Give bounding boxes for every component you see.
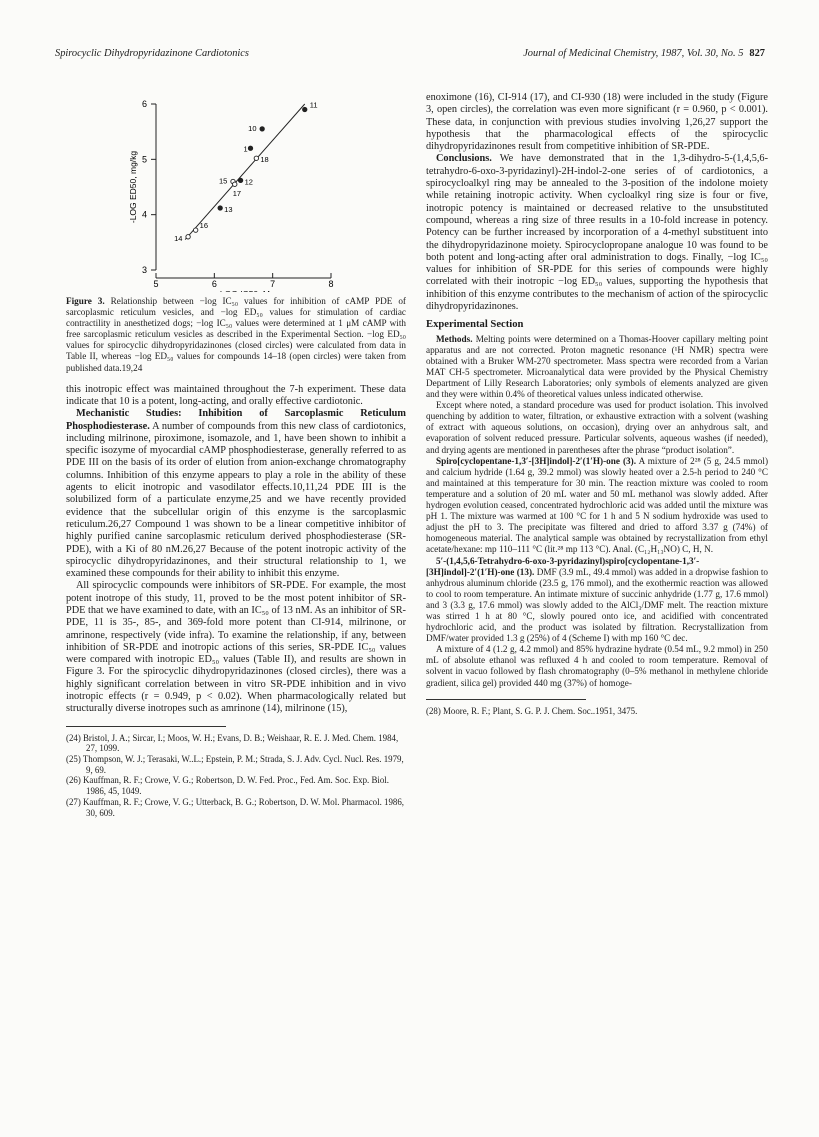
point-label: 1 bbox=[243, 144, 248, 154]
y-tick-label: 4 bbox=[141, 209, 147, 220]
reference-item: (28) Moore, R. F.; Plant, S. G. P. J. Chem. Soc..1951, 3475. bbox=[426, 705, 638, 716]
figure-caption-text: Relationship between −log IC₅₀ values for inhibition of cAMP PDE of sarcoplasmic reticulum vesicles, and −log ED₅₀ values for stimulation of cardiac contractility in anesthetized dogs; −log IC₅₀ values were determined at 1 μM cAMP with free sarcoplasmic reticulum vesicles as described in the Experimental Section. −log ED₅₀ values for spirocyclic dihydropyridazinones (closed circles) were calculated from data in Table II, whereas −log ED₅₀ values for compounds 14–18 (open circles) were taken from published data.19,24 bbox=[66, 296, 406, 373]
paragraph: Except where noted, a standard procedure was used for product isolation. This involved quenching by addition to water, filtration, or exhaustive extraction with a solvent (washing of extract with aqueous solutions, on occasion), drying over an anhydrous salt, and evaporation of solvent reduced pressure. Particular solvents, aqueous washes (if needed), and drying agents are mentioned in parentheses after the phrase “product isolation”. bbox=[426, 400, 768, 455]
footnote-divider bbox=[426, 699, 586, 700]
paragraph-text: Melting points were determined on a Thomas-Hoover capillary melting point apparatus and are not corrected. Proton magnetic resonance (¹H NMR) spectra were obtained with a Bruker WM-270 spectrometer. Mass spectra were recorded from a Varian MAT CH-5 spectrometer. Microanalytical data were provided by the Physical Chemistry Department of Lilly Research Laboratories; only symbols of elements analyzed are given and they were within 0.4% of theoretical values unless indicated otherwise. bbox=[426, 333, 769, 400]
running-header-left: Spirocyclic Dihydropyridazinone Cardiotonics bbox=[55, 48, 249, 59]
section-heading: Mechanistic Studies: Inhibition of Sarcoplasmic Reticulum Phosphodiesterase. bbox=[66, 408, 406, 432]
x-tick-label: 8 bbox=[328, 279, 334, 289]
journal-citation: Journal of Medicinal Chemistry, 1987, Vol. 30, No. 5 bbox=[523, 48, 744, 59]
paragraph-text: A number of compounds from this new class of cardiotonics, including milrinone, piroximone, isomazole, and 1, have been shown to inhibit a specific isozyme of myocardial cAMP phosphodiesterase, generally referred to as PDE III on the basis of its order of elution from anion-exchange chromatography columns. Inhibition of this enzyme appears to play a role in the ability of these agents to elicit inotropic and vasodilator effects.10,11,24 PDE III is the solubilized form of a particulate enzyme,25 and we have recently provided evidence that the subcellular origin of this enzyme is the sarcoplasmic reticulum.26,27 Compound 1 was shown to be a linear competitive inhibitor of highly purified canine sarcoplasmic reticulum derived phosphodiesterase (SR-PDE), with a Ki of 80 nM.26,27 Because of the potent inotropic activity of the spirocyclic dihydropyridazinones, and their structural relationship to 1, we examined these compounds for their ability to inhibit this enzyme. bbox=[66, 420, 406, 580]
section-heading: Conclusions. bbox=[436, 153, 492, 165]
figure-3-chart bbox=[66, 92, 406, 292]
paragraph bbox=[426, 153, 768, 313]
data-point bbox=[248, 146, 252, 150]
point-label: 18 bbox=[260, 155, 269, 165]
x-axis-label bbox=[217, 289, 270, 292]
x-tick-label: 7 bbox=[270, 279, 276, 289]
paragraph-text: We have demonstrated that in the 1,3-dihydro-5-(1,4,5,6-tetrahydro-6-oxo-3-pyridazinyl)-2H-indol-2-one series of of cardiotonics, a spirocycloalkyl ring may be annealed to the 3-position of the indolone moiety while retaining inotropic activity. When cycloalkyl ring size is four or five, inotropic potency is maintained or decreased relative to the unsubstituted compound, whereas a ring size of three results in a 10-fold increase in potency. Potency can be further increased by incorporation of a 4-methyl substituent into the dihydropyridazinone moiety. Spirocyclopropane analogue 10 was found to be both potent and long-acting after oral administration to dogs. Finally, −log IC₅₀ values for inhibition of SR-PDE for this series of compounds were highly correlated with their inotropic −log ED₅₀ values, supporting the hypothesis that inhibition of this enzyme contributes to the mechanism of action of the spirocyclic dihydropyridazinones. bbox=[426, 153, 768, 313]
x-tick-label: 6 bbox=[211, 279, 217, 289]
y-tick-label: 3 bbox=[141, 265, 147, 275]
y-tick-label: 5 bbox=[141, 154, 147, 165]
data-point bbox=[218, 206, 222, 210]
x-tick-label: 5 bbox=[153, 279, 159, 289]
paragraph-text: DMF (3.9 mL, 49.4 mmol) was added in a dropwise fashion to anhydrous aluminum chloride (23.5 g, 176 mmol), and the exothermic reaction was allowed to cool to room temperature. An intimate mixture of succinic anhydride (1.77 g, 17.6 mmol) and 3 (3.3 g, 17.6 mmol) was slowly added to the AlCl₃/DMF melt. The reaction mixture was stirred 1 h at 80 °C, slowly poured onto ice, and acidified with concentrated hydrochloric acid, and the product was isolated by filtration. Recrystallization from DMF/water provided 1.3 g (25%) of 4 (Scheme I) with mp 160 °C dec. bbox=[426, 566, 769, 644]
y-axis-label: -LOG ED50, mg/kg bbox=[128, 150, 138, 224]
references bbox=[66, 733, 406, 819]
point-label: 16 bbox=[199, 221, 209, 231]
figure-label: Figure 3. bbox=[66, 296, 105, 306]
point-label: 12 bbox=[244, 177, 253, 187]
compound-heading: Spiro[cyclopentane-1,3′-[3H]indol]-2′(1′H)-one (3). bbox=[436, 455, 636, 466]
compound-heading: 5′-(1,4,5,6-Tetrahydro-6-oxo-3-pyridazinyl)spiro[cyclopentane-1,3′-[3H]indol]-2′(1′H)-one (13). bbox=[426, 555, 700, 577]
point-label: 15 bbox=[219, 176, 228, 186]
paragraph bbox=[66, 408, 406, 580]
section-heading: Methods. bbox=[436, 333, 473, 344]
paragraph: A mixture of 4 (1.2 g, 4.2 mmol) and 85% hydrazine hydrate (0.54 mL, 9.2 mmol) in 250 mL of absolute ethanol was refluxed 4 h and cooled to room temperature. Removal of solvent in vacuo followed by flash chromatography (0–5% methanol in methylene chloride gradient, silica gel) provided 440 mg (37%) of homoge- bbox=[426, 644, 768, 688]
paragraph bbox=[426, 334, 768, 401]
paragraph-text: A mixture of 2²⁸ (5 g, 24.5 mmol) and calcium hydride (1.64 g, 39.2 mmol) was slowly heated over a 2.5-h period to 240 °C and maintained at this temperature for 30 min. The reaction mixture was cooled to room temperature and a solution of 20 mL water and 50 mL methanol was slowly added. After hydrogen evolution ceased, concentrated hydrochloric acid was added until the mixture was pH 1. The mixture was warmed at 100 °C for 1 h and 5 N sodium hydroxide was used to adjust the pH to 3. The precipitate was filtered and dried to afford 3.37 g (74%) of homogeneous material. The analytical sample was obtained by recrystallization from ethyl acetate/hexane: mp 110–111 °C (lit.²⁸ mp 113 °C). Anal. (C₁₂H₁₃NO) C, H, N. bbox=[426, 455, 769, 555]
point-label: 14 bbox=[174, 233, 183, 243]
data-point bbox=[186, 235, 190, 239]
paragraph bbox=[426, 556, 768, 645]
data-point bbox=[260, 127, 264, 131]
paragraph: All spirocyclic compounds were inhibitors of SR-PDE. For example, the most potent inotrope of this study, 11, proved to be the most potent inhibitor of SR-PDE that we have examined to date, with an IC₅₀ of 13 nM. As an inhibitor of SR-PDE, 11 is 35-, 85-, and 369-fold more potent than CI-914, milrinone, or amrinone, respectively (vide infra). To examine the relationship, if any, between inhibition of SR-PDE and inotropic actions of this series, SR-PDE IC₅₀ values were compared with inotropic ED₅₀ values (Table II), and results are shown in Figure 3. For the spirocyclic dihydropyridazinones (closed circles), there was a highly significant correlation between in vitro SR-PDE inhibition and in vivo inotropic effects (r = 0.949, p < 0.02). When pharmacologically related but structurally diverse inotropes such as amrinone (14), milrinone (15), bbox=[66, 580, 406, 715]
data-point bbox=[254, 156, 258, 160]
right-column bbox=[426, 92, 768, 716]
reference-item: (24) Bristol, J. A.; Sircar, I.; Moos, W. H.; Evans, D. B.; Weishaar, R. E. J. Med. Chem. 1984, 27, 1099. bbox=[66, 732, 399, 754]
y-tick-label: 6 bbox=[141, 99, 147, 109]
figure-caption bbox=[66, 296, 406, 374]
running-header-right bbox=[523, 48, 765, 59]
page-number: 827 bbox=[749, 48, 765, 59]
data-point bbox=[303, 107, 307, 111]
paragraph: this inotropic effect was maintained throughout the 7-h experiment. These data indicate that 10 is a potent, long-acting, and orally effective cardiotonic. bbox=[66, 383, 406, 407]
reference-item: (27) Kauffman, R. F.; Crowe, V. G.; Utterback, B. G.; Robertson, D. W. Mol. Pharmacol. 1986, 30, 609. bbox=[66, 796, 404, 818]
paragraph bbox=[426, 456, 768, 556]
point-label: 17 bbox=[232, 189, 242, 199]
footnote-divider bbox=[66, 726, 226, 727]
data-point bbox=[238, 178, 242, 182]
data-point bbox=[193, 228, 197, 232]
section-title: Experimental Section bbox=[426, 319, 524, 331]
point-label: 10 bbox=[248, 123, 257, 133]
data-point bbox=[233, 182, 237, 186]
reference-item: (26) Kauffman, R. F.; Crowe, V. G.; Robertson, D. W. Fed. Proc., Fed. Am. Soc. Exp. Biol. 1986, 45, 1049. bbox=[66, 775, 389, 797]
paragraph: enoximone (16), CI-914 (17), and CI-930 (18) were included in the study (Figure 3, open circles), the correlation was even more significant (r = 0.960, p < 0.001). These data, in conjunction with previous studies involving 1,26,27 support the hypothesis that the pharmacological effects of the spirocyclic dihydropyridazinones result from competitive inhibition of SR-PDE. bbox=[426, 92, 768, 153]
scatter-plot bbox=[66, 92, 406, 292]
point-label: 13 bbox=[224, 205, 233, 215]
left-column bbox=[66, 92, 406, 818]
point-label: 11 bbox=[309, 100, 318, 110]
reference-item: (25) Thompson, W. J.; Terasaki, W..L.; Epstein, P. M.; Strada, S. J. Adv. Cycl. Nucl. Res. 1979, 9, 69. bbox=[66, 754, 404, 775]
references bbox=[426, 706, 768, 717]
regression-line bbox=[185, 104, 305, 240]
